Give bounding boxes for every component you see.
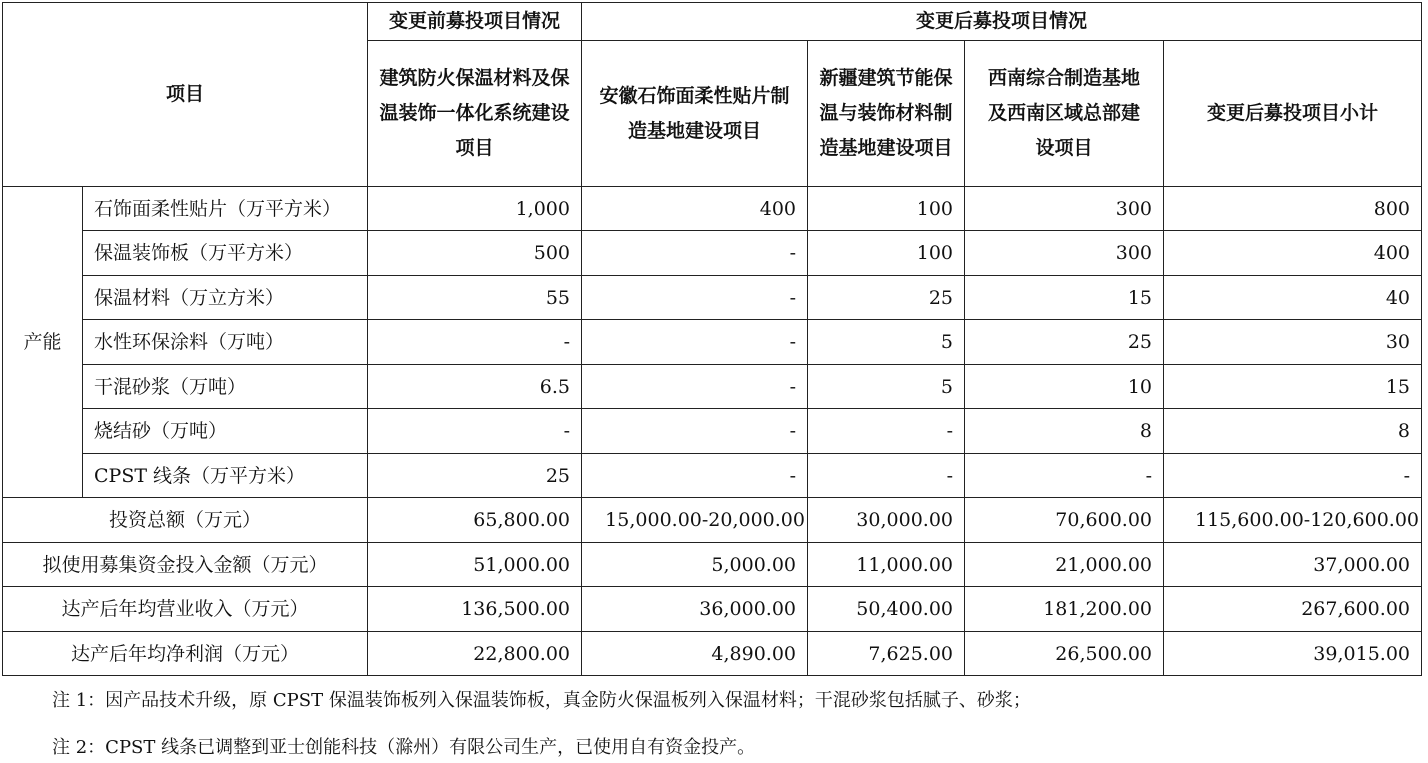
row-name: 石饰面柔性贴片（万平方米） <box>83 187 368 231</box>
cell-before: 1,000 <box>368 187 582 231</box>
cell-subtotal: 115,600.00-120,600.00 <box>1164 498 1422 543</box>
cell-anhui: 15,000.00-20,000.00 <box>582 498 808 543</box>
before-group-header: 变更前募投项目情况 <box>368 3 582 41</box>
cell-anhui: - <box>582 276 808 320</box>
cell-subtotal: 267,600.00 <box>1164 587 1422 632</box>
cell-subtotal: 30 <box>1164 320 1422 365</box>
cell-before: 51,000.00 <box>368 543 582 587</box>
table-row <box>3 587 1422 632</box>
cell-southwest: 21,000.00 <box>965 543 1164 587</box>
note-2: 注 2：CPST 线条已调整到亚士创能科技（滁州）有限公司生产，已使用自有资金投产。 <box>52 737 756 758</box>
table-row <box>3 320 1422 365</box>
table-row <box>3 632 1422 676</box>
cell-southwest: 300 <box>965 187 1164 231</box>
row-name: 投资总额（万元） <box>3 498 368 543</box>
col-before-header: 建筑防火保温材料及保温装饰一体化系统建设项目 <box>368 41 582 187</box>
table-row <box>3 543 1422 587</box>
cell-subtotal: 40 <box>1164 276 1422 320</box>
cell-before: 6.5 <box>368 365 582 409</box>
cell-southwest: 181,200.00 <box>965 587 1164 632</box>
row-name: 保温装饰板（万平方米） <box>83 231 368 276</box>
cell-anhui: - <box>582 409 808 454</box>
cell-xinjiang: 5 <box>808 320 965 365</box>
table-row <box>3 409 1422 454</box>
cell-xinjiang: 30,000.00 <box>808 498 965 543</box>
cell-xinjiang: 11,000.00 <box>808 543 965 587</box>
cell-anhui: - <box>582 454 808 498</box>
table-row <box>3 231 1422 276</box>
cell-before: 25 <box>368 454 582 498</box>
cell-before: - <box>368 409 582 454</box>
cell-southwest: 8 <box>965 409 1164 454</box>
cell-anhui: - <box>582 231 808 276</box>
note-1: 注 1：因产品技术升级，原 CPST 保温装饰板列入保温装饰板，真金防火保温板列入保温材料；干混砂浆包括腻子、砂浆； <box>52 690 1031 711</box>
cell-xinjiang: - <box>808 454 965 498</box>
capacity-label: 产能 <box>3 187 83 498</box>
cell-xinjiang: 5 <box>808 365 965 409</box>
row-name: 达产后年均营业收入（万元） <box>3 587 368 632</box>
cell-southwest: 300 <box>965 231 1164 276</box>
cell-anhui: 36,000.00 <box>582 587 808 632</box>
table-row <box>3 454 1422 498</box>
cell-before: - <box>368 320 582 365</box>
cell-xinjiang: - <box>808 409 965 454</box>
cell-xinjiang: 25 <box>808 276 965 320</box>
col-southwest-header: 西南综合制造基地及西南区域总部建设项目 <box>965 41 1164 187</box>
cell-subtotal: - <box>1164 454 1422 498</box>
row-name: 水性环保涂料（万吨） <box>83 320 368 365</box>
cell-southwest: 25 <box>965 320 1164 365</box>
row-name: 干混砂浆（万吨） <box>83 365 368 409</box>
cell-before: 65,800.00 <box>368 498 582 543</box>
cell-southwest: 15 <box>965 276 1164 320</box>
cell-before: 500 <box>368 231 582 276</box>
table-row <box>3 276 1422 320</box>
cell-before: 55 <box>368 276 582 320</box>
cell-before: 22,800.00 <box>368 632 582 676</box>
cell-subtotal: 15 <box>1164 365 1422 409</box>
row-name: CPST 线条（万平方米） <box>83 454 368 498</box>
cell-subtotal: 800 <box>1164 187 1422 231</box>
cell-subtotal: 400 <box>1164 231 1422 276</box>
cell-xinjiang: 100 <box>808 231 965 276</box>
cell-anhui: 5,000.00 <box>582 543 808 587</box>
cell-subtotal: 39,015.00 <box>1164 632 1422 676</box>
row-name: 保温材料（万立方米） <box>83 276 368 320</box>
cell-subtotal: 8 <box>1164 409 1422 454</box>
table-row <box>3 365 1422 409</box>
cell-anhui: 400 <box>582 187 808 231</box>
cell-xinjiang: 7,625.00 <box>808 632 965 676</box>
cell-southwest: 26,500.00 <box>965 632 1164 676</box>
cell-anhui: - <box>582 365 808 409</box>
table-row <box>3 187 1422 231</box>
item-header: 项目 <box>3 3 368 187</box>
table-row <box>3 498 1422 543</box>
row-name: 拟使用募集资金投入金额（万元） <box>3 543 368 587</box>
col-anhui-header: 安徽石饰面柔性贴片制造基地建设项目 <box>582 41 808 187</box>
col-xinjiang-header: 新疆建筑节能保温与装饰材料制造基地建设项目 <box>808 41 965 187</box>
cell-xinjiang: 100 <box>808 187 965 231</box>
row-name: 达产后年均净利润（万元） <box>3 632 368 676</box>
projects-table <box>2 2 1422 676</box>
after-group-header: 变更后募投项目情况 <box>582 3 1422 41</box>
cell-anhui: - <box>582 320 808 365</box>
cell-southwest: 70,600.00 <box>965 498 1164 543</box>
row-name: 烧结砂（万吨） <box>83 409 368 454</box>
cell-xinjiang: 50,400.00 <box>808 587 965 632</box>
col-subtotal-header: 变更后募投项目小计 <box>1164 41 1422 187</box>
cell-southwest: - <box>965 454 1164 498</box>
cell-before: 136,500.00 <box>368 587 582 632</box>
cell-anhui: 4,890.00 <box>582 632 808 676</box>
cell-southwest: 10 <box>965 365 1164 409</box>
cell-subtotal: 37,000.00 <box>1164 543 1422 587</box>
